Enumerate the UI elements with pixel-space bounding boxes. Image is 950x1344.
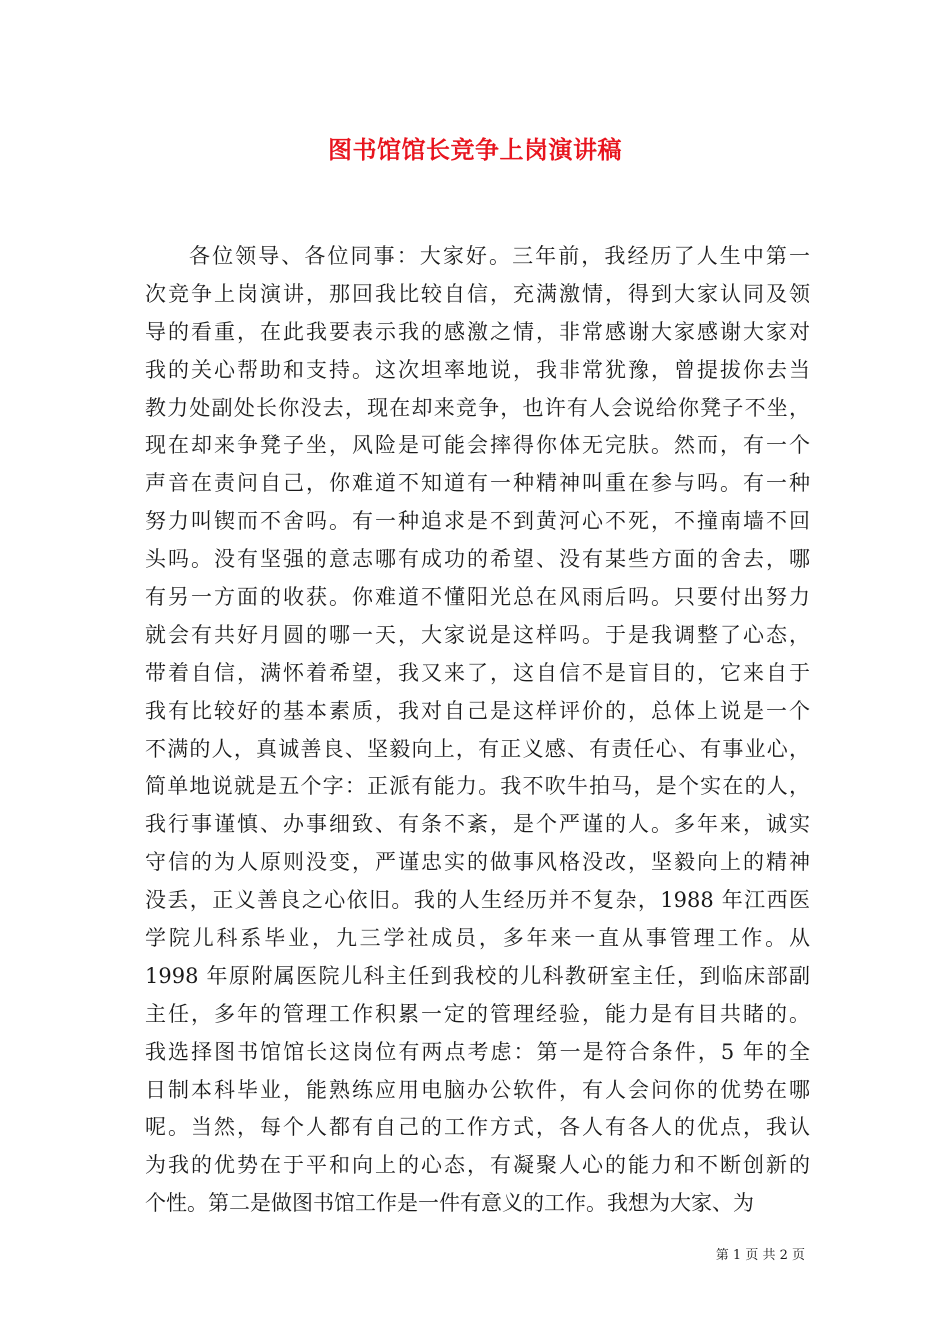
document-title: 图书馆馆长竞争上岗演讲稿	[328, 135, 622, 164]
body-line: 我有比较好的基本素质，我对自己是这样评价的，总体上说是一个	[145, 698, 810, 723]
body-line: 1998 年原附属医院儿科主任到我校的儿科教研室主任，到临床部副	[145, 963, 810, 988]
body-line: 带着自信，满怀着希望，我又来了，这自信不是盲目的，它来自于	[145, 660, 810, 685]
body-line: 现在却来争凳子坐，风险是可能会摔得你体无完肤。然而，有一个	[145, 433, 810, 458]
body-line: 努力叫锲而不舍吗。有一种追求是不到黄河心不死，不撞南墙不回	[145, 509, 810, 534]
body-line: 呢。当然，每个人都有自己的工作方式，各人有各人的优点，我认	[145, 1115, 810, 1140]
body-line: 声音在责问自己，你难道不知道有一种精神叫重在参与吗。有一种	[145, 471, 810, 496]
body-line: 就会有共好月圆的哪一天，大家说是这样吗。于是我调整了心态，	[145, 622, 810, 647]
page-number: 第 1 页 共 2 页	[715, 1248, 805, 1263]
body-line: 导的看重，在此我要表示我的感激之情，非常感谢大家感谢大家对	[145, 319, 810, 344]
body-text	[145, 238, 810, 1223]
body-line: 守信的为人原则没变，严谨忠实的做事风格没改，坚毅向上的精神	[145, 850, 810, 875]
body-line: 个性。第二是做图书馆工作是一件有意义的工作。我想为大家、为	[145, 1191, 754, 1216]
body-line: 各位领导、各位同事：大家好。三年前，我经历了人生中第一	[189, 244, 810, 268]
body-line: 次竞争上岗演讲，那回我比较自信，充满激情，得到大家认同及领	[145, 281, 810, 306]
body-line: 教力处副处长你没去，现在却来竞争，也许有人会说给你凳子不坐，	[145, 395, 810, 420]
body-line: 头吗。没有坚强的意志哪有成功的希望、没有某些方面的舍去，哪	[145, 547, 810, 572]
body-line: 没丢，正义善良之心依旧。我的人生经历并不复杂，1988 年江西医	[145, 888, 810, 913]
body-line: 主任，多年的管理工作积累一定的管理经验，能力是有目共睹的。	[145, 1001, 810, 1026]
body-line: 日制本科毕业，能熟练应用电脑办公软件，有人会问你的优势在哪	[145, 1077, 810, 1102]
body-line: 不满的人，真诚善良、坚毅向上，有正义感、有责任心、有事业心，	[145, 736, 810, 761]
body-line: 有另一方面的收获。你难道不懂阳光总在风雨后吗。只要付出努力	[145, 585, 810, 610]
body-line: 我的关心帮助和支持。这次坦率地说，我非常犹豫，曾提拔你去当	[145, 357, 810, 382]
body-line: 我行事谨慎、办事细致、有条不紊，是个严谨的人。多年来，诚实	[145, 812, 810, 837]
body-line: 我选择图书馆馆长这岗位有两点考虑：第一是符合条件，5 年的全	[145, 1039, 810, 1064]
body-line: 学院儿科系毕业，九三学社成员，多年来一直从事管理工作。从	[145, 926, 810, 951]
body-line: 为我的优势在于平和向上的心态，有凝聚人心的能力和不断创新的	[145, 1153, 810, 1178]
body-line: 简单地说就是五个字：正派有能力。我不吹牛拍马，是个实在的人，	[145, 774, 810, 799]
